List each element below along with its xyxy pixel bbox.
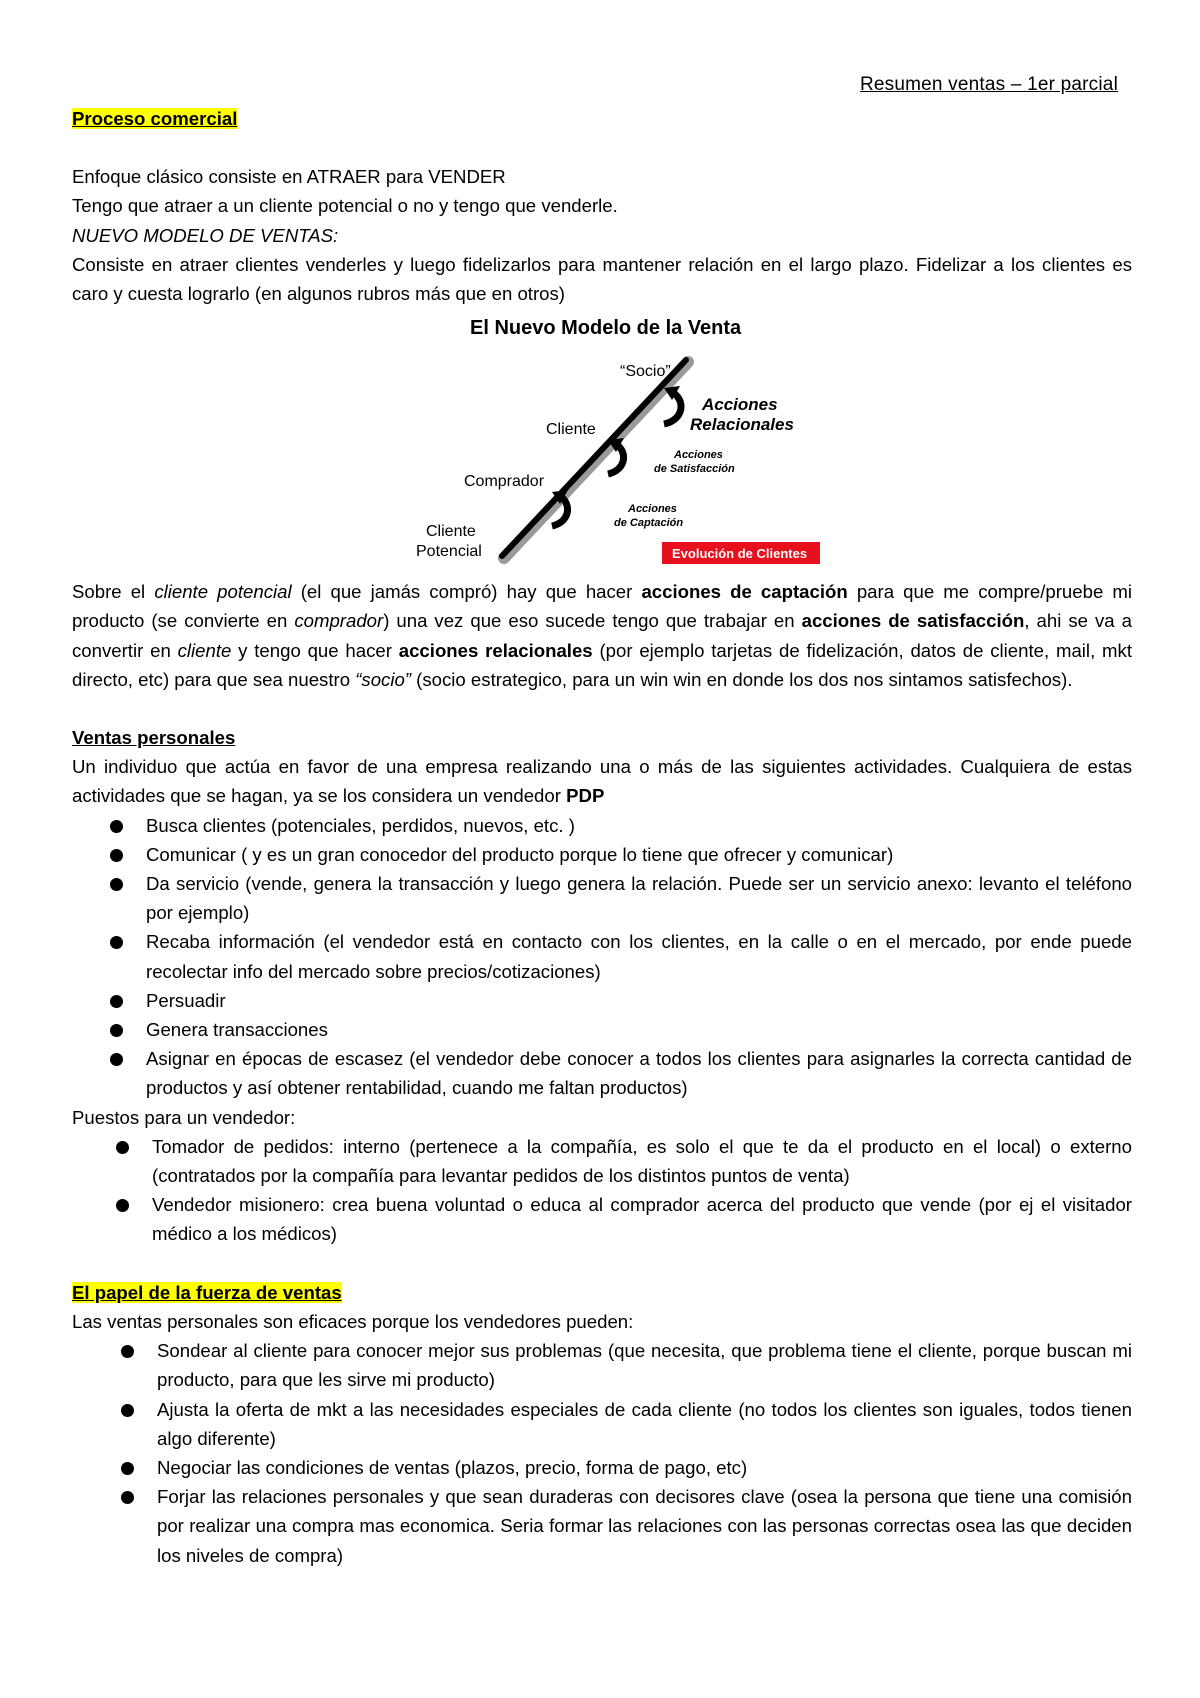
label-acciones-cap-2: de Captación <box>614 517 684 530</box>
label-potencial-line2: Potencial <box>416 543 482 561</box>
bullet-icon <box>121 1462 134 1475</box>
label-acciones-rel-2: Relacionales <box>690 415 794 435</box>
bullet-icon <box>110 1053 123 1066</box>
bullet-icon <box>121 1404 134 1417</box>
document-body <box>72 104 1132 1570</box>
bullet-icon <box>110 820 123 833</box>
section-heading-fuerza-de-ventas: El papel de la fuerza de ventas <box>72 1281 342 1303</box>
list-item: Forjar las relaciones personales y que sean duraderas con decisores clave (osea la persona que tiene una comisión por realizar una compra mas economica. Seria formar las relaciones con las personas correctas osea las que deciden los niveles de compra) <box>72 1482 1132 1570</box>
list-item: Comunicar ( y es un gran conocedor del producto porque lo tiene que ofrecer y comunicar) <box>72 840 1132 869</box>
list-item: Vendedor misionero: crea buena voluntad o educa al comprador acerca del producto que vende (por ej el visitador médico a los médicos) <box>72 1190 1132 1248</box>
list-item: Ajusta la oferta de mkt a las necesidades especiales de cada cliente (no todos los clientes son iguales, todos tienen algo diferente) <box>72 1395 1132 1453</box>
paragraph-nuevo-modelo: NUEVO MODELO DE VENTAS: <box>72 224 339 246</box>
actividades-list <box>72 811 1132 1103</box>
paragraph-puestos: Puestos para un vendedor: <box>72 1106 296 1128</box>
bullet-icon <box>116 1141 129 1154</box>
bullet-icon <box>121 1491 134 1504</box>
evolucion-badge-label: Evolución de Clientes <box>672 546 808 562</box>
paragraph-individuo: Un individuo que actúa en favor de una empresa realizando una o más de las siguientes actividades. Cualquiera de estas actividades que se hagan, ya se los considera un vendedor PDP <box>72 756 1132 807</box>
list-item: Tomador de pedidos: interno (pertenece a la compañía, es solo el que te da el producto en el local) o externo (contratados por la compañía para levantar pedidos de los distintos puntos de venta) <box>72 1132 1132 1190</box>
bullet-icon <box>110 849 123 862</box>
bullet-icon <box>110 995 123 1008</box>
label-potencial-line1: Cliente <box>426 523 476 541</box>
list-item: Persuadir <box>72 986 1132 1015</box>
list-item: Recaba información (el vendedor está en contacto con los clientes, en la calle o en el mercado, por ende puede recolectar info del mercado sobre precios/cotizaciones) <box>72 927 1132 985</box>
list-item: Busca clientes (potenciales, perdidos, nuevos, etc. ) <box>72 811 1132 840</box>
page-header: Resumen ventas – 1er parcial <box>859 74 1118 95</box>
bullet-icon <box>116 1199 129 1212</box>
paragraph-sobre-el-cliente: Sobre el cliente potencial (el que jamás compró) hay que hacer acciones de captación para que me compre/pruebe mi producto (se convierte en comprador) una vez que eso sucede tengo que trabajar en acciones de satisfacción, ahi se va a convertir en cliente y tengo que hacer acciones relacionales (por ejemplo tarjetas de fidelización, datos de cliente, mail, mkt directo, etc) para que sea nuestro “socio” (socio estrategico, para un win win en donde los dos nos sintamos satisfechos). <box>72 581 1133 690</box>
nuevo-modelo-figure <box>72 312 1132 577</box>
bullet-icon <box>110 936 123 949</box>
fuerza-ventas-list <box>72 1336 1132 1570</box>
label-acciones-sat-2: de Satisfacción <box>654 463 735 476</box>
label-comprador: Comprador <box>464 473 545 491</box>
paragraph-ventas-eficaces: Las ventas personales son eficaces porque los vendedores pueden: <box>72 1310 634 1332</box>
bullet-icon <box>110 1024 123 1037</box>
label-cliente: Cliente <box>546 421 596 439</box>
bullet-icon <box>121 1345 134 1358</box>
list-item: Asignar en épocas de escasez (el vendedor debe conocer a todos los clientes para asignarles la correcta cantidad de productos y así obtener rentabilidad, cuando me faltan productos) <box>72 1044 1132 1102</box>
paragraph-consiste: Consiste en atraer clientes venderles y luego fidelizarlos para mantener relación en el largo plazo. Fidelizar a los clientes es caro y cuesta lograrlo (en algunos rubros más que en otros) <box>72 253 1132 305</box>
label-acciones-sat-1: Acciones <box>674 449 723 462</box>
list-item: Negociar las condiciones de ventas (plazos, precio, forma de pago, etc) <box>72 1453 1132 1482</box>
list-item: Genera transacciones <box>72 1015 1132 1044</box>
section-heading-proceso-comercial: Proceso comercial <box>72 108 238 129</box>
list-item: Da servicio (vende, genera la transacción y luego genera la relación. Puede ser un servicio anexo: levanto el teléfono por ejemplo) <box>72 869 1132 927</box>
section-heading-ventas-personales: Ventas personales <box>72 727 236 749</box>
paragraph-tengo-que-atraer: Tengo que atraer a un cliente potencial o no y tengo que venderle. <box>72 195 618 217</box>
list-item: Sondear al cliente para conocer mejor sus problemas (que necesita, que problema tiene el cliente, porque buscan mi producto, para que les sirve mi producto) <box>72 1336 1132 1394</box>
label-socio: “Socio” <box>620 363 671 381</box>
puestos-list <box>72 1132 1132 1249</box>
nuevo-modelo-diagram <box>402 312 822 577</box>
figure-title: El Nuevo Modelo de la Venta <box>470 317 742 340</box>
label-acciones-rel-1: Acciones <box>702 395 778 415</box>
paragraph-enfoque-clasico: Enfoque clásico consiste en ATRAER para VENDER <box>72 166 506 188</box>
bullet-icon <box>110 878 123 891</box>
label-acciones-cap-1: Acciones <box>628 503 677 516</box>
